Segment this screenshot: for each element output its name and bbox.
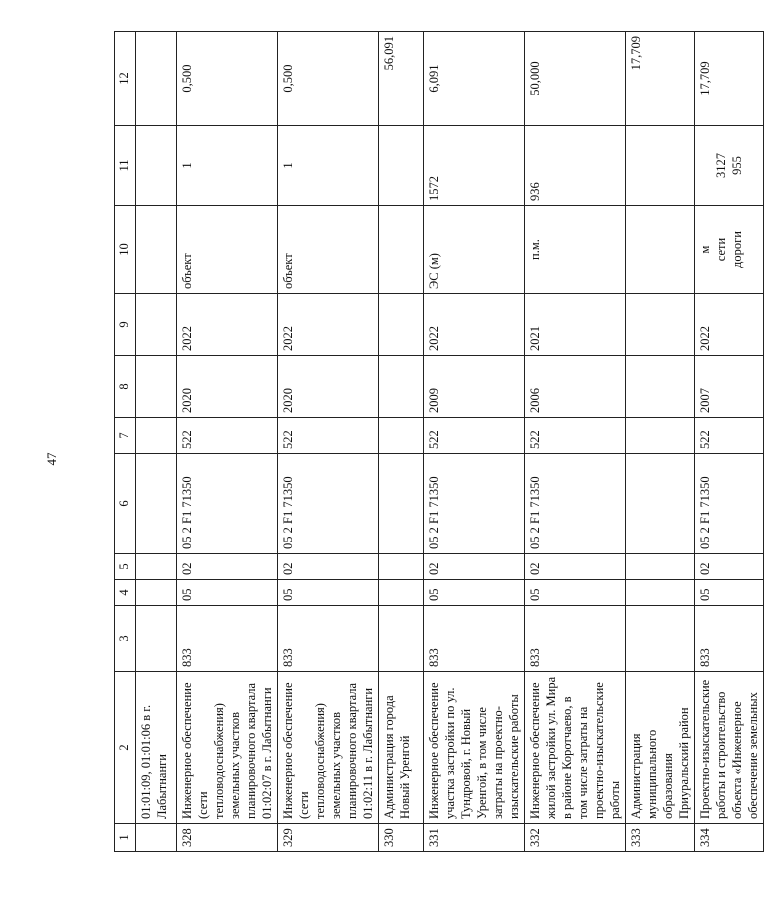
cell-col8: 2007 [695, 356, 764, 418]
cell-description: Администрация муниципального образования Приуральский район [626, 672, 695, 824]
cell-col9: 2022 [177, 294, 278, 356]
cell-description: Инженерное обеспечение (сети тепловодоснабжения) земельных участков планировочного квартала 01:02:07 в г. Лабытнанги [177, 672, 278, 824]
cell-col11: 1 [278, 126, 379, 206]
cell-col7: 522 [695, 418, 764, 454]
cell-col12: 17,709 [695, 32, 764, 126]
column-number: 4 [115, 580, 136, 606]
cell-col4: 05 [278, 580, 379, 606]
cell-col9: 2022 [695, 294, 764, 356]
column-number-row [115, 32, 136, 852]
cell-col4 [379, 580, 424, 606]
cell-col10: объект [177, 206, 278, 294]
cell-col10: п.м. [525, 206, 626, 294]
cell-description: Проектно-изыскательские работы и строительство объекта «Инженерное обеспечение земельных [695, 672, 764, 824]
cell-description: 01:01:09, 01:01:06 в г. Лабытнанги [136, 672, 177, 824]
cell-row-number: 329 [278, 824, 379, 852]
cell-row-number: 331 [424, 824, 525, 852]
cell-col5: 02 [695, 554, 764, 580]
continuation-row [136, 32, 177, 852]
column-number: 12 [115, 32, 136, 126]
cell-row-number: 328 [177, 824, 278, 852]
data-table [114, 31, 764, 852]
cell-description: Инженерное обеспечение участка застройки по ул. Тундровой, г. Новый Уренгой, в том числе затраты на проектно-изыскательские работы [424, 672, 525, 824]
column-number: 9 [115, 294, 136, 356]
cell-col7: 522 [278, 418, 379, 454]
cell-col11: 936 [525, 126, 626, 206]
cell-col5: 02 [525, 554, 626, 580]
column-number: 5 [115, 554, 136, 580]
cell-col8: 2020 [177, 356, 278, 418]
column-number: 10 [115, 206, 136, 294]
cell-row-number: 330 [379, 824, 424, 852]
cell-col11 [626, 126, 695, 206]
cell-col3 [379, 606, 424, 672]
cell-col8: 2020 [278, 356, 379, 418]
cell-col9 [379, 294, 424, 356]
cell-col12: 0,500 [278, 32, 379, 126]
cell-col12: 50,000 [525, 32, 626, 126]
cell-col8: 2006 [525, 356, 626, 418]
column-number: 8 [115, 356, 136, 418]
table-row [695, 32, 764, 852]
cell-col5 [626, 554, 695, 580]
column-number: 3 [115, 606, 136, 672]
column-number: 6 [115, 454, 136, 554]
cell-row-number: 334 [695, 824, 764, 852]
cell-col9 [626, 294, 695, 356]
cell-col7: 522 [424, 418, 525, 454]
cell-col12: 0,500 [177, 32, 278, 126]
cell-col6: 05 2 F1 71350 [424, 454, 525, 554]
cell-col6: 05 2 F1 71350 [525, 454, 626, 554]
cell-col8 [626, 356, 695, 418]
cell-col4: 05 [177, 580, 278, 606]
cell-col9: 2021 [525, 294, 626, 356]
cell-col5: 02 [177, 554, 278, 580]
cell-col11: 1572 [424, 126, 525, 206]
cell-col11 [379, 126, 424, 206]
cell-col3: 833 [177, 606, 278, 672]
cell-col3: 833 [278, 606, 379, 672]
table-row [626, 32, 695, 852]
cell-col3: 833 [424, 606, 525, 672]
table-row [525, 32, 626, 852]
cell-col10 [626, 206, 695, 294]
cell-col3 [626, 606, 695, 672]
cell-col5: 02 [424, 554, 525, 580]
cell-col10: ЭС (м) [424, 206, 525, 294]
cell-description: Администрация города Новый Уренгой [379, 672, 424, 824]
column-number: 11 [115, 126, 136, 206]
cell-col7: 522 [525, 418, 626, 454]
cell-col7 [379, 418, 424, 454]
page-number: 47 [44, 452, 59, 466]
cell-col6: 05 2 F1 71350 [177, 454, 278, 554]
cell-col10: м сети дороги [695, 206, 764, 294]
cell-col12: 56,091 [379, 32, 424, 126]
cell-col11: 3127 955 [695, 126, 764, 206]
column-number: 7 [115, 418, 136, 454]
cell-col4 [626, 580, 695, 606]
cell-col12: 17,709 [626, 32, 695, 126]
cell-col10: объект [278, 206, 379, 294]
table-row [278, 32, 379, 852]
cell-col8: 2009 [424, 356, 525, 418]
rotated-table-frame [114, 32, 760, 852]
table-row [424, 32, 525, 852]
cell-col4: 05 [525, 580, 626, 606]
cell-col4: 05 [695, 580, 764, 606]
cell-row-number: 332 [525, 824, 626, 852]
cell-col3: 833 [525, 606, 626, 672]
cell-col9: 2022 [278, 294, 379, 356]
cell-col11: 1 [177, 126, 278, 206]
cell-col7 [626, 418, 695, 454]
table-row [177, 32, 278, 852]
cell-col5: 02 [278, 554, 379, 580]
cell-col6 [626, 454, 695, 554]
cell-col7: 522 [177, 418, 278, 454]
rotated-table-content [114, 32, 760, 852]
cell-col5 [379, 554, 424, 580]
table-row [379, 32, 424, 852]
cell-row-number: 333 [626, 824, 695, 852]
cell-col10 [379, 206, 424, 294]
cell-col6: 05 2 F1 71350 [278, 454, 379, 554]
cell-description: Инженерное обеспечение (сети тепловодоснабжения) земельных участков планировочного квартала 01:02:11 в г. Лабытнанги [278, 672, 379, 824]
cell-description: Инженерное обеспечение жилой застройки ул. Мира в районе Коротчаево, в том числе затраты на проектно-изыскательские работы [525, 672, 626, 824]
cell-col12: 6,091 [424, 32, 525, 126]
column-number: 1 [115, 824, 136, 852]
column-number: 2 [115, 672, 136, 824]
cell-col6 [379, 454, 424, 554]
cell-col9: 2022 [424, 294, 525, 356]
cell-col6: 05 2 F1 71350 [695, 454, 764, 554]
cell-col8 [379, 356, 424, 418]
cell-col4: 05 [424, 580, 525, 606]
cell-col3: 833 [695, 606, 764, 672]
